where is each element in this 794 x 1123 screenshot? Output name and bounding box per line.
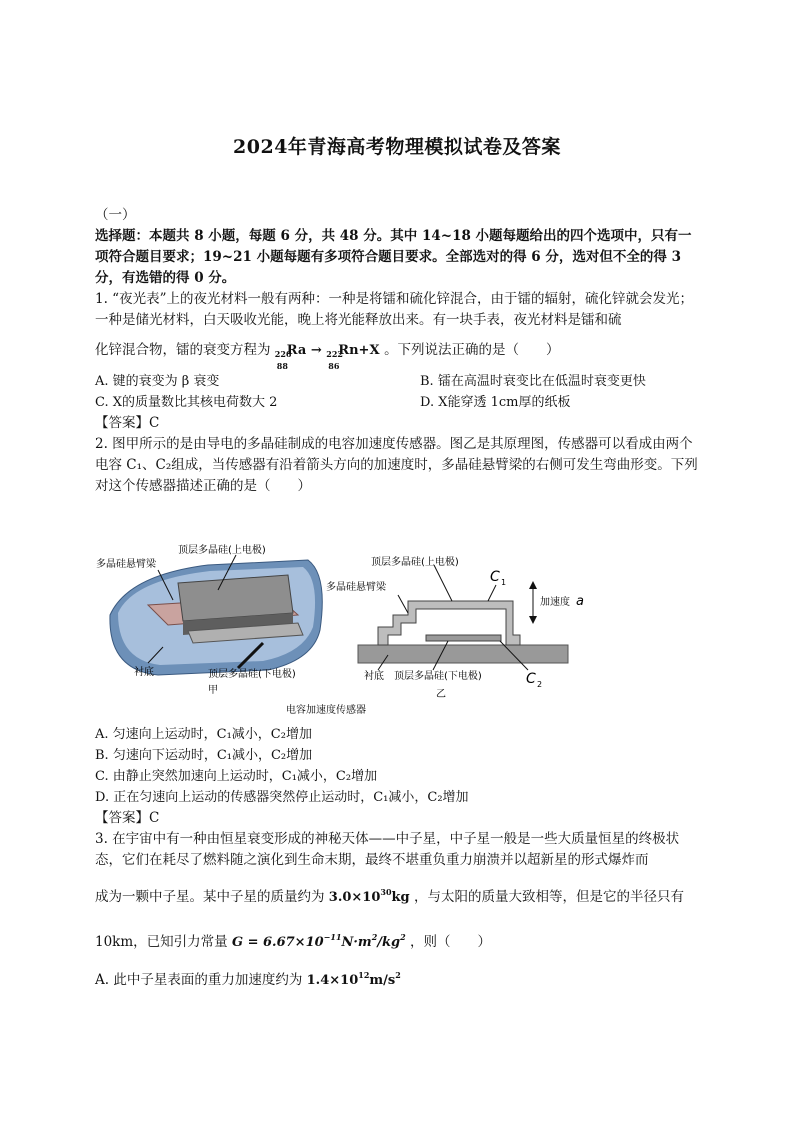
q2-option-a: A. 匀速向上运动时，C₁减小，C₂增加 bbox=[95, 727, 312, 742]
instructions: 选择题：本题共 8 小题，每题 6 分，共 48 分。其中 14~18 小题每题给出的四个选项中，只有一项符合题目要求；19~21 小题每题有多项符合题目要求。全部选对的得 6 分，选对但不全的得 3 分，有选错的得 0 分。 bbox=[95, 228, 692, 286]
label-substrate-left: 衬底 bbox=[134, 667, 154, 678]
q1-stem-b: 化锌混合物，镭的衰变方程为 bbox=[95, 342, 271, 358]
neutron-star-mass bbox=[328, 887, 410, 905]
label-jia: 甲 bbox=[208, 685, 218, 696]
q2-option-d: D. 正在匀速向上运动的传感器突然停止运动时，C₁减小，C₂增加 bbox=[95, 790, 469, 805]
g-unit2-exponent: 2 bbox=[400, 932, 406, 942]
q1-option-b: B. 镭在高温时衰变比在低温时衰变更快 bbox=[420, 374, 646, 389]
figure-yi bbox=[326, 555, 584, 700]
label-bottom-right: 顶层多晶硅(下电极) bbox=[394, 671, 482, 682]
q2-option-b: B. 匀速向下运动时，C₁减小，C₂增加 bbox=[95, 748, 313, 763]
label-c2-sub: 2 bbox=[537, 680, 543, 689]
accel-base: 1.4×10 bbox=[306, 973, 359, 988]
g-base: G = 6.67×10 bbox=[231, 935, 324, 950]
q2-answer: 【答案】C bbox=[95, 810, 160, 826]
q2-stem: 2. 图甲所示的是由导电的多晶硅制成的电容加速度传感器。图乙是其原理图，传感器可以看成由两个电容 C₁、C₂组成，当传感器有沿着箭头方向的加速度时，多晶硅悬臂梁的右侧可发生弯曲形变。下列对这个传感器描述正确的是（ ） bbox=[95, 436, 698, 494]
top-electrode-shape bbox=[178, 575, 293, 621]
mass-base: 3.0×10 bbox=[328, 890, 381, 905]
q3-option-a: A. 此中子星表面的重力加速度约为 bbox=[95, 972, 303, 988]
label-c1-sub: 1 bbox=[501, 578, 507, 587]
accel-unit: m/s bbox=[369, 973, 396, 988]
figure-caption: 电容加速度传感器 bbox=[286, 705, 366, 716]
g-unit2: /kg bbox=[377, 935, 401, 950]
figure-jia bbox=[96, 543, 322, 696]
ra-atomic-number: 88 bbox=[276, 361, 288, 371]
g-exponent: −11 bbox=[323, 932, 342, 942]
label-bottom-left: 顶层多晶硅(下电极) bbox=[208, 669, 296, 680]
mass-exponent: 30 bbox=[380, 887, 392, 897]
label-yi: 乙 bbox=[436, 689, 446, 700]
g-unit-exponent: 2 bbox=[371, 932, 378, 942]
label-beam-left: 多晶硅悬臂梁 bbox=[96, 559, 156, 570]
substrate-section bbox=[358, 645, 568, 663]
q1-stem-c: 。下列说法正确的是（ ） bbox=[384, 342, 560, 358]
q2-option-c: C. 由静止突然加速向上运动时，C₁减小，C₂增加 bbox=[95, 769, 378, 784]
q1-options-row1 bbox=[95, 371, 705, 392]
rn-mass-number: 222 bbox=[326, 349, 343, 359]
q1-option-a: A. 键的衰变为 β 衰变 bbox=[95, 374, 220, 389]
q3-stem-b: 成为一颗中子星。某中子星的质量约为 bbox=[95, 889, 325, 905]
accel-exponent: 12 bbox=[358, 970, 370, 980]
accel-arrow-head-up bbox=[529, 581, 537, 589]
q1-options-row2 bbox=[95, 392, 705, 413]
lower-electrode-section bbox=[426, 635, 501, 641]
q1-answer: 【答案】C bbox=[95, 415, 160, 431]
label-a: a bbox=[576, 594, 584, 609]
gravity-acceleration-value bbox=[306, 970, 401, 988]
gravitational-constant bbox=[231, 932, 406, 950]
label-substrate-right: 衬底 bbox=[364, 671, 384, 682]
label-top-right: 顶层多晶硅(上电极) bbox=[371, 557, 459, 568]
accel-arrow-head-down bbox=[529, 616, 537, 624]
rn-symbol: Rn+X bbox=[338, 343, 380, 358]
rn-atomic-number: 86 bbox=[328, 361, 340, 371]
q3-stem-d: 10km，已知引力常量 bbox=[95, 934, 228, 950]
decay-equation bbox=[274, 343, 384, 371]
leader-beam-right bbox=[398, 595, 408, 613]
page-title: 2024年青海高考物理模拟试卷及答案 bbox=[233, 136, 561, 158]
q3-stem-line2 bbox=[95, 882, 705, 908]
accel-unit-exponent: 2 bbox=[395, 970, 401, 980]
g-unit: N·m bbox=[341, 935, 372, 950]
q3-stem-c: ，与太阳的质量大致相等，但是它的半径只有 bbox=[413, 889, 684, 905]
label-c1: C bbox=[490, 569, 500, 585]
arrow-icon: → bbox=[310, 343, 322, 358]
label-top-left: 顶层多晶硅(上电极) bbox=[178, 545, 266, 556]
q3-stem-a: 3. 在宇宙中有一种由恒星衰变形成的神秘天体——中子星，中子星一般是一些大质量恒星的终极状态，它们在耗尽了燃料随之演化到生命末期，最终不堪重负重力崩溃并以超新星的形式爆炸而 bbox=[95, 831, 680, 868]
q1-option-d: D. X能穿透 1cm厚的纸板 bbox=[420, 395, 571, 410]
capacitive-accelerometer-figure bbox=[88, 535, 708, 720]
label-beam-right: 多晶硅悬臂梁 bbox=[326, 582, 386, 593]
label-acceleration: 加速度 bbox=[540, 597, 570, 608]
q1-stem-line bbox=[95, 340, 705, 371]
q3-option-a-line bbox=[95, 965, 705, 991]
leader-top-right bbox=[434, 565, 452, 601]
q1-option-c: C. X的质量数比其核电荷数大 2 bbox=[95, 395, 278, 410]
q1-stem-a: 1. “夜光表”上的夜光材料一般有两种：一种是将镭和硫化锌混合，由于镭的辐射，硫化锌就会发光；一种是储光材料，白天吸收光能，晚上将光能释放出来。有一块手表，夜光材料是镭和硫 bbox=[95, 291, 693, 328]
q3-stem-e: ，则（ ） bbox=[410, 934, 491, 950]
label-c2: C bbox=[526, 671, 536, 687]
mass-unit: kg bbox=[391, 890, 410, 905]
ra-symbol: Ra bbox=[286, 343, 307, 358]
q3-stem-line3 bbox=[95, 927, 705, 953]
section-label: （一） bbox=[95, 207, 136, 223]
leader-c1 bbox=[488, 585, 496, 601]
ra-mass-number: 226 bbox=[274, 349, 292, 359]
